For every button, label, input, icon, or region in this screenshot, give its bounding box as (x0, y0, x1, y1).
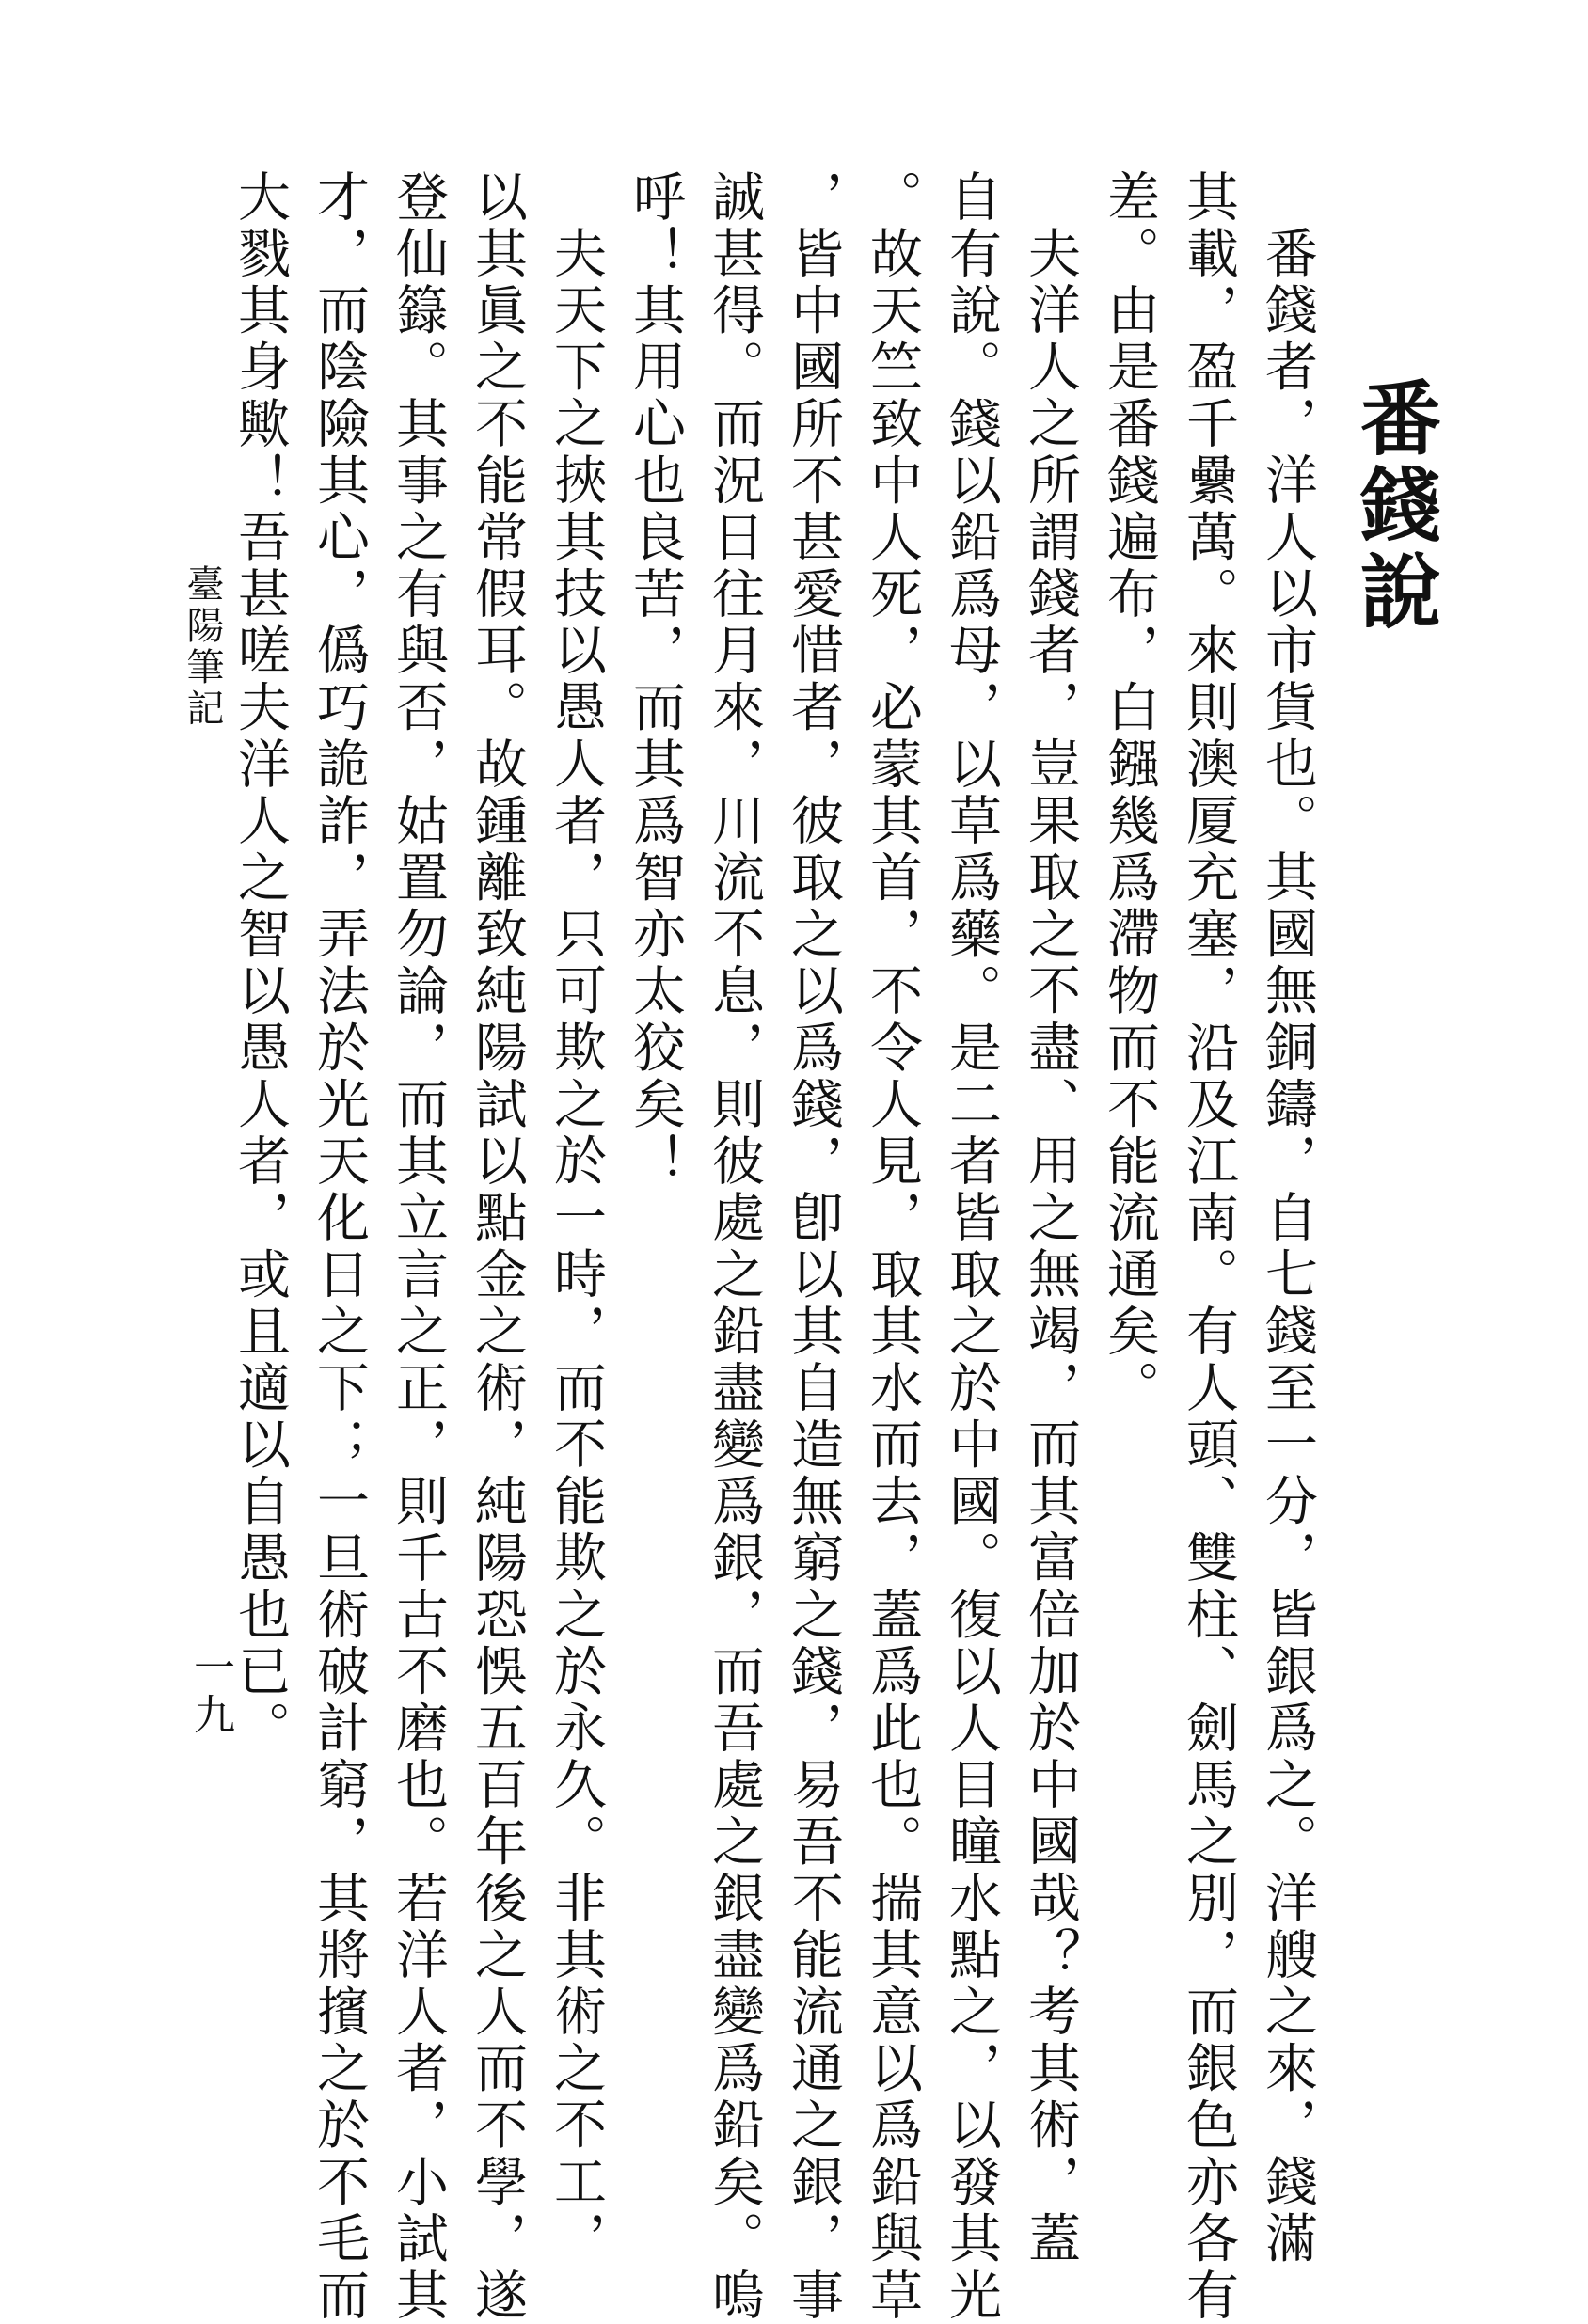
text-column-13: 才，而陰險其心，僞巧詭詐，弄法於光天化日之下；一旦術破計窮，其將擯之於不毛而 (309, 169, 370, 2324)
text-column-4: 夫洋人之所謂錢者，豈果取之不盡、用之無竭，而其富倍加於中國哉？考其術，蓋 (1020, 226, 1081, 2268)
text-column-14: 大戮其身歟！吾甚嗟夫洋人之智以愚人者，或且適以自愚也已。 (230, 169, 291, 1758)
text-column-12: 登仙籙。其事之有與否，姑置勿論，而其立言之正，則千古不磨也。若洋人者，小試其 (388, 169, 449, 2324)
text-column-3: 差。由是番錢遍布，白鏹幾爲滯物而不能流通矣。 (1099, 169, 1160, 1417)
text-column-11: 以其眞之不能常假耳。故鍾離致純陽試以點金之術，純陽恐悞五百年後之人而不學，遂 (467, 169, 528, 2324)
text-column-6: 。故天竺致中人死，必蒙其首，不令人見，取其水而去，蓋爲此也。揣其意以爲鉛與草 (862, 169, 923, 2324)
text-column-7: ，皆中國所不甚愛惜者，彼取之以爲錢，卽以其自造無窮之錢，易吾不能流通之銀，事 (783, 169, 844, 2324)
text-column-2: 其載，盈千纍萬。來則澳厦充塞，沿及江南。有人頭、雙柱、劍馬之別，而銀色亦各有 (1178, 169, 1239, 2324)
text-column-5: 自有說。錢以鉛爲母，以草爲藥。是二者皆取之於中國。復以人目瞳水點之，以發其光 (941, 169, 1002, 2324)
page-number: 一九 (186, 1646, 234, 1740)
text-column-8: 誠甚得。而況日往月來，川流不息，則彼處之鉛盡變爲銀，而吾處之銀盡變爲鉛矣。嗚 (704, 169, 765, 2324)
text-column-1: 番錢者，洋人以市貨也。其國無銅鑄，自七錢至一分，皆銀爲之。洋艘之來，錢滿 (1257, 226, 1318, 2268)
text-column-10: 夫天下之挾其技以愚人者，只可欺之於一時，而不能欺之於永久。非其術之不工， (546, 226, 607, 2268)
essay-title: 番錢說 (1346, 376, 1441, 636)
text-column-9: 呼！其用心也良苦，而其爲智亦太狡矣！ (625, 169, 686, 1191)
book-title-footer: 臺陽筆記 (181, 564, 224, 730)
